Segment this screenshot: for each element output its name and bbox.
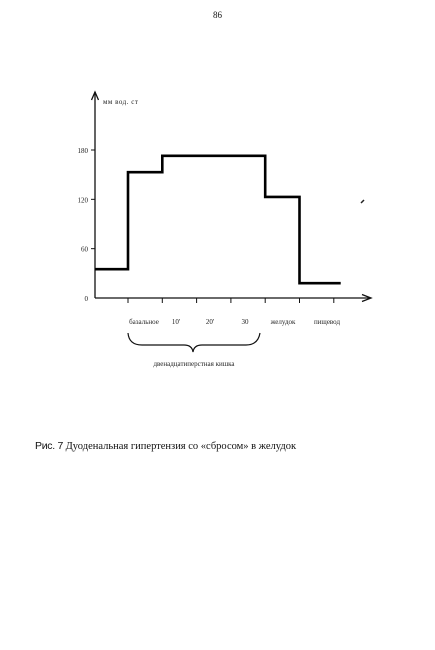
x-tick-label: 10': [171, 318, 181, 326]
y-tick-label: 180: [77, 147, 88, 155]
x-tick-label: базальное: [129, 318, 159, 326]
caption-lead: Рис. 7: [35, 440, 63, 452]
figure-caption: [35, 440, 296, 452]
duodenum-bracket: [128, 333, 260, 368]
page-number: 86: [213, 10, 222, 20]
x-ticks: [128, 298, 340, 326]
bracket-shape: [128, 333, 260, 352]
y-axis-label: мм вод. ст: [103, 98, 139, 106]
y-tick-label: 0: [84, 295, 88, 303]
bracket-label: двенадцатиперстная кишка: [153, 360, 235, 368]
stray-mark: [361, 200, 364, 203]
x-tick-label: 30: [241, 318, 249, 326]
y-tick-label: 60: [81, 245, 88, 254]
y-ticks: [78, 147, 96, 303]
y-tick-label: 120: [77, 196, 88, 205]
x-tick-label: 20': [205, 318, 215, 326]
caption-text: Дуоденальная гипертензия со «сбросом» в желудок: [65, 441, 297, 452]
chart-series: [95, 156, 341, 283]
pressure-step-line: [95, 156, 341, 283]
chart-axes: [92, 92, 372, 302]
x-tick-label: пищевод: [313, 318, 341, 326]
x-tick-label: желудок: [270, 318, 296, 326]
